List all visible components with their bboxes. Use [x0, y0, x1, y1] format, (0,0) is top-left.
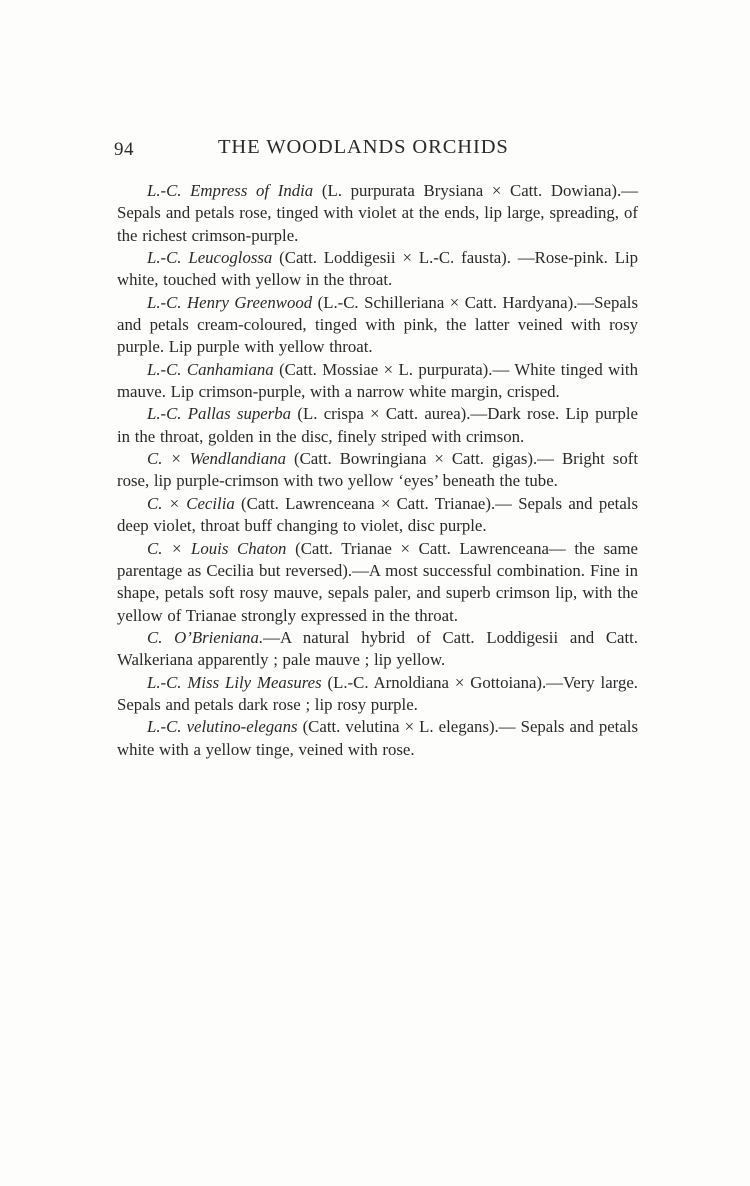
hybrid-name: L.-C. Leucoglossa — [147, 248, 273, 268]
orchid-entry — [117, 716, 638, 761]
page-header — [114, 136, 638, 166]
orchid-hybrid-list — [117, 180, 638, 761]
orchid-entry — [117, 493, 638, 538]
orchid-entry — [117, 538, 638, 627]
hybrid-name: C. O’Brieniana. — [147, 627, 264, 647]
orchid-entry — [117, 292, 638, 359]
hybrid-name: L.-C. Pallas superba — [147, 404, 292, 424]
orchid-entry — [117, 403, 638, 448]
hybrid-name: C. × Wendlandiana — [147, 449, 287, 469]
hybrid-description: (Catt. Trianae × Catt. Lawrenceana— the same parentage as Cecilia but reversed).—A most successful combination. Fine in shape, petals soft rosy mauve, sepals paler, and superb crimson lip, with the yellow of Trianae strongly expressed in the throat. — [117, 538, 638, 625]
hybrid-description: —A natural hybrid of Catt. Loddigesii and Catt. Walkeriana apparently ; pale mauve ; lip yellow. — [117, 627, 638, 670]
hybrid-description: (Catt. Bowringiana × Catt. gigas).— Bright soft rose, lip purple-crimson with two yellow ‘eyes’ beneath the tube. — [117, 449, 638, 491]
hybrid-name: L.-C. Empress of India — [147, 181, 314, 200]
orchid-entry — [117, 672, 638, 717]
hybrid-name: L.-C. Miss Lily Measures — [147, 672, 322, 692]
hybrid-description: (Catt. velutina × L. elegans).— Sepals and petals white with a yellow tinge, veined with rose. — [117, 717, 638, 759]
hybrid-description: (Catt. Mossiae × L. purpurata).— White tinged with mauve. Lip crimson-purple, with a narrow white margin, crisped. — [117, 359, 638, 402]
hybrid-description: (L.-C. Arnoldiana × Gottoiana).—Very large. Sepals and petals dark rose ; lip rosy purple. — [117, 672, 638, 714]
hybrid-name: C. × Cecilia — [147, 493, 235, 513]
hybrid-name: L.-C. velutino-elegans — [147, 717, 298, 737]
orchid-entry — [117, 359, 638, 404]
hybrid-name: L.-C. Canhamiana — [147, 359, 274, 379]
orchid-entry — [117, 247, 638, 292]
running-head: THE WOODLANDS ORCHIDS — [218, 136, 509, 158]
hybrid-description: (L.-C. Schilleriana × Catt. Hardyana).—Sepals and petals cream-coloured, tinged with pink, the latter veined with rosy purple. Lip purple with yellow throat. — [117, 292, 638, 357]
page-number: 94 — [114, 139, 134, 160]
hybrid-description: (Catt. Loddigesii × L.-C. fausta). —Rose-pink. Lip white, touched with yellow in the throat. — [117, 248, 638, 290]
hybrid-description: (Catt. Lawrenceana × Catt. Trianae).— Sepals and petals deep violet, throat buff changing to violet, disc purple. — [117, 493, 638, 536]
hybrid-description: (L. crispa × Catt. aurea).—Dark rose. Lip purple in the throat, golden in the disc, finely striped with crimson. — [117, 404, 638, 446]
hybrid-name: C. × Louis Chaton — [147, 538, 287, 558]
hybrid-description: (L. purpurata Brysiana × Catt. Dowiana).—Sepals and petals rose, tinged with violet at the ends, lip large, spreading, of the richest crimson-purple. — [117, 181, 638, 245]
orchid-entry — [117, 448, 638, 493]
orchid-entry — [117, 627, 638, 672]
hybrid-name: L.-C. Henry Greenwood — [147, 292, 313, 312]
orchid-entry — [117, 180, 638, 247]
